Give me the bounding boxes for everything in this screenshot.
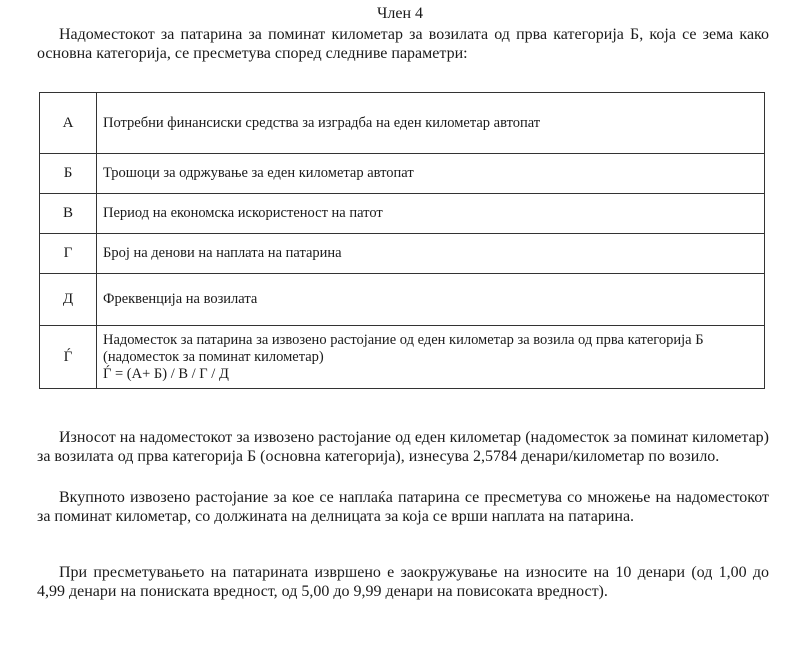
row-description: Надоместок за патарина за извозено растојание од еден километар за возила од прва категорија Б (надоместок за поминат километар) [103, 331, 704, 365]
table-row [40, 154, 765, 194]
row-letter: Ѓ [40, 326, 97, 389]
row-letter: Б [40, 154, 97, 194]
paragraph-text: При пресметувањето на патарината извршено е заокружување на износите на 10 денари (од 1,00 до 4,99 денари на понискатa вредност, од 5,00 до 9,99 денари на повисоката вредност). [37, 564, 769, 600]
row-letter: А [40, 93, 97, 154]
intro-paragraph [37, 25, 769, 63]
paragraph-total-distance [37, 488, 769, 526]
formula: Ѓ = (А+ Б) / В / Г / Д [103, 365, 229, 382]
row-description-cell [97, 326, 765, 389]
row-letter: В [40, 194, 97, 234]
article-heading: Член 4 [376, 5, 424, 22]
paragraph-text: Вкупното извозено растојание за кое се наплаќа патарина се пресметува со множење на надоместокот за поминат километар, со должината на делницата за која се врши наплата на патарина. [37, 489, 769, 525]
table-row [40, 326, 765, 389]
row-letter: Г [40, 234, 97, 274]
row-description: Период на економска искористеност на патот [97, 194, 765, 234]
row-description: Број на денови на наплата на патарина [97, 234, 765, 274]
table-row [40, 194, 765, 234]
row-description: Трошоци за одржување за еден километар автопат [97, 154, 765, 194]
intro-text: Надоместокот за патарина за поминат километар за возилата од прва категорија Б, која се зема како основна категорија, се пресметува според следниве параметри: [37, 26, 769, 62]
row-description: Потребни финансиски средства за изградба на еден километар автопат [97, 93, 765, 154]
row-description: Фреквенција на возилата [97, 274, 765, 326]
paragraph-rounding [37, 563, 769, 601]
paragraph-amount [37, 428, 769, 466]
parameters-table [39, 92, 765, 389]
row-letter: Д [40, 274, 97, 326]
table-row [40, 274, 765, 326]
paragraph-text: Износот на надоместокот за извозено растојание од еден километар (надоместок за поминат километар) за возилата од прва категорија Б (основна категорија), изнесува 2,5784 денари/километар по возило. [37, 429, 769, 465]
table-row [40, 234, 765, 274]
table-row [40, 93, 765, 154]
